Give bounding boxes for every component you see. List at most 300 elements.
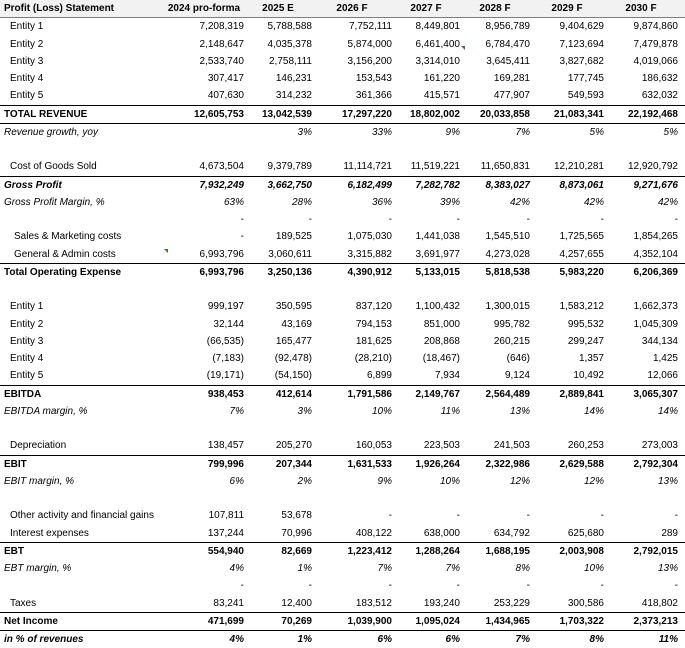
value-cell[interactable]: 634,792 <box>493 527 530 539</box>
value-cell[interactable]: 186,632 <box>641 73 678 84</box>
value-cell[interactable] <box>392 490 460 507</box>
value-cell[interactable]: - <box>674 580 678 592</box>
row-label-cell[interactable]: Total Operating Expense <box>4 266 122 278</box>
value-cell[interactable] <box>312 281 392 298</box>
value-cell[interactable]: 8,873,061 <box>559 179 604 191</box>
value-cell[interactable]: 2,149,767 <box>415 388 460 400</box>
row-label-cell[interactable]: Other activity and financial gains <box>10 510 154 522</box>
value-cell[interactable]: 241,503 <box>493 440 530 452</box>
value-cell[interactable]: 1% <box>297 634 312 645</box>
value-cell[interactable]: 10,492 <box>573 370 604 382</box>
value-cell[interactable]: 6% <box>445 634 460 645</box>
value-cell[interactable] <box>530 281 604 298</box>
value-cell[interactable]: 21,083,341 <box>553 108 604 120</box>
value-cell[interactable]: 260,253 <box>567 440 604 452</box>
value-cell[interactable]: 5,788,588 <box>267 21 312 33</box>
value-cell[interactable]: (7,183) <box>212 353 244 364</box>
value-cell[interactable]: 350,595 <box>275 301 312 313</box>
value-cell[interactable] <box>312 490 392 507</box>
value-cell[interactable] <box>244 490 312 507</box>
value-cell[interactable]: 10% <box>583 563 604 574</box>
value-cell[interactable]: (28,210) <box>354 353 392 364</box>
row-label-cell[interactable]: Net Income <box>4 615 58 627</box>
value-cell[interactable]: 2,373,213 <box>633 615 678 627</box>
value-cell[interactable]: 223,503 <box>423 440 460 452</box>
value-cell[interactable]: 10% <box>439 475 460 487</box>
value-cell[interactable] <box>392 141 460 158</box>
value-cell[interactable]: - <box>674 510 678 522</box>
row-label-cell[interactable]: Sales & Marketing costs <box>14 231 122 243</box>
value-cell[interactable]: 1,288,264 <box>415 545 460 557</box>
value-cell[interactable]: 2,792,015 <box>633 545 678 557</box>
row-label-cell[interactable]: TOTAL REVENUE <box>4 108 88 120</box>
value-cell[interactable]: 1,425 <box>652 353 678 364</box>
value-cell[interactable]: 1,854,265 <box>633 231 678 243</box>
value-cell[interactable]: 13% <box>509 405 530 417</box>
value-cell[interactable]: 6,899 <box>366 370 392 382</box>
table-row <box>0 158 685 175</box>
value-cell[interactable]: 8% <box>515 563 530 574</box>
value-cell[interactable] <box>530 490 604 507</box>
value-cell[interactable]: 9,404,629 <box>559 21 604 33</box>
value-cell[interactable]: 189,525 <box>275 231 312 243</box>
value-cell[interactable]: 22,192,468 <box>627 108 678 120</box>
value-cell[interactable]: 9% <box>445 126 460 138</box>
row-label-cell[interactable]: Interest expenses <box>10 527 89 539</box>
value-cell[interactable]: 794,153 <box>355 318 392 330</box>
row-label-cell[interactable] <box>4 420 164 437</box>
value-cell[interactable]: - <box>308 580 312 592</box>
value-cell[interactable]: 418,802 <box>641 597 678 609</box>
value-cell[interactable]: - <box>388 510 392 522</box>
value-cell[interactable]: 5% <box>589 126 604 138</box>
value-cell[interactable]: 1,791,586 <box>347 388 392 400</box>
value-cell[interactable]: 7% <box>515 634 530 645</box>
value-cell[interactable] <box>312 141 392 158</box>
value-cell[interactable]: 6,784,470 <box>485 38 530 50</box>
value-cell[interactable]: 3,156,200 <box>347 55 392 67</box>
value-cell[interactable]: 2,322,986 <box>485 458 530 470</box>
value-cell[interactable]: 13% <box>657 563 678 574</box>
row-label-cell[interactable]: Entity 1 <box>10 21 44 33</box>
value-cell[interactable]: 10% <box>371 405 392 417</box>
value-cell[interactable]: 39% <box>439 196 460 208</box>
value-cell[interactable]: 9,124 <box>504 370 530 382</box>
value-cell[interactable] <box>460 281 530 298</box>
row-label-cell[interactable]: Gross Profit Margin, % <box>4 196 105 208</box>
value-cell[interactable]: 2,792,304 <box>633 458 678 470</box>
value-cell[interactable]: 146,231 <box>275 73 312 84</box>
row-label-cell[interactable]: Depreciation <box>10 440 67 452</box>
value-cell[interactable] <box>460 141 530 158</box>
value-cell[interactable]: 5% <box>663 126 678 138</box>
value-cell[interactable]: 3,645,411 <box>486 55 530 67</box>
value-cell[interactable]: 6,993,796 <box>199 266 244 278</box>
row-label-cell[interactable]: Entity 5 <box>10 370 44 382</box>
value-cell[interactable]: 7,934 <box>434 370 460 382</box>
value-cell[interactable]: 3,314,010 <box>415 55 460 67</box>
value-cell[interactable]: 42% <box>509 196 530 208</box>
value-cell[interactable]: 7% <box>377 563 392 574</box>
value-cell[interactable]: 161,220 <box>423 73 460 84</box>
value-cell[interactable]: 18,802,002 <box>409 108 460 120</box>
value-cell[interactable]: 70,996 <box>281 527 312 539</box>
value-cell[interactable]: 3,662,750 <box>267 179 312 191</box>
row-label-cell[interactable]: Entity 5 <box>10 90 44 102</box>
value-cell[interactable]: 7,932,249 <box>199 179 244 191</box>
value-cell[interactable] <box>392 420 460 437</box>
value-cell[interactable]: 193,240 <box>423 597 460 609</box>
value-cell[interactable]: 307,417 <box>207 73 244 84</box>
value-cell[interactable]: 165,477 <box>275 335 312 347</box>
row-label-cell[interactable]: Entity 2 <box>10 318 44 330</box>
value-cell[interactable]: 3,065,307 <box>633 388 678 400</box>
value-cell[interactable]: 995,532 <box>567 318 604 330</box>
value-cell[interactable]: 6,993,796 <box>199 248 244 260</box>
value-cell[interactable]: 4% <box>229 634 244 645</box>
value-cell[interactable]: 4,352,104 <box>633 248 678 260</box>
row-label-cell[interactable]: Entity 3 <box>10 55 44 67</box>
value-cell[interactable]: 9,271,676 <box>633 179 678 191</box>
value-cell[interactable]: 177,745 <box>567 73 604 84</box>
value-cell[interactable]: (66,535) <box>206 335 244 347</box>
value-cell[interactable]: 13,042,539 <box>261 108 312 120</box>
value-cell[interactable]: 32,144 <box>213 318 244 330</box>
value-cell[interactable]: - <box>456 214 460 225</box>
value-cell[interactable]: 4,673,504 <box>199 161 244 173</box>
value-cell[interactable]: 273,003 <box>641 440 678 452</box>
value-cell[interactable] <box>604 420 678 437</box>
value-cell[interactable]: 208,868 <box>423 335 460 347</box>
value-cell[interactable]: - <box>240 214 244 225</box>
header-cell[interactable]: 2030 F <box>625 3 657 14</box>
value-cell[interactable]: 183,512 <box>355 597 392 609</box>
value-cell[interactable]: 1,434,965 <box>485 615 530 627</box>
value-cell[interactable]: - <box>526 214 530 225</box>
value-cell[interactable]: 1,583,212 <box>559 301 604 313</box>
value-cell[interactable]: 638,000 <box>423 527 460 539</box>
value-cell[interactable]: 14% <box>657 405 678 417</box>
row-label-cell[interactable]: in % of revenues <box>4 634 84 645</box>
value-cell[interactable]: 625,680 <box>567 527 604 539</box>
value-cell[interactable] <box>460 420 530 437</box>
row-label-cell[interactable] <box>4 490 164 507</box>
value-cell[interactable]: 28% <box>291 196 312 208</box>
value-cell[interactable] <box>164 124 244 141</box>
value-cell[interactable]: 632,032 <box>641 90 678 102</box>
value-cell[interactable]: 289 <box>661 527 678 539</box>
row-label-cell[interactable]: Entity 3 <box>10 335 44 347</box>
value-cell[interactable]: 7% <box>445 563 460 574</box>
value-cell[interactable]: 5,983,220 <box>559 266 604 278</box>
value-cell[interactable]: 408,122 <box>355 527 392 539</box>
value-cell[interactable]: 12% <box>583 475 604 487</box>
value-cell[interactable]: - <box>526 580 530 592</box>
value-cell[interactable]: 42% <box>583 196 604 208</box>
value-cell[interactable]: 1,545,510 <box>485 231 530 243</box>
row-label-cell[interactable]: Entity 4 <box>10 353 44 364</box>
value-cell[interactable]: 12,210,281 <box>553 161 604 173</box>
value-cell[interactable]: 549,593 <box>567 90 604 102</box>
value-cell[interactable]: 1,045,309 <box>633 318 678 330</box>
value-cell[interactable]: 1,725,565 <box>559 231 604 243</box>
value-cell[interactable]: 153,543 <box>355 73 392 84</box>
value-cell[interactable] <box>244 281 312 298</box>
value-cell[interactable]: 2,533,740 <box>199 55 244 67</box>
value-cell[interactable] <box>604 490 678 507</box>
value-cell[interactable]: (646) <box>506 353 530 364</box>
value-cell[interactable]: 107,811 <box>208 510 244 522</box>
value-cell[interactable]: 3,691,977 <box>415 248 460 260</box>
row-label-cell[interactable]: Entity 1 <box>10 301 44 313</box>
value-cell[interactable]: 3,315,882 <box>347 248 392 260</box>
row-label-cell[interactable]: EBITDA <box>4 388 42 400</box>
value-cell[interactable]: 4,257,655 <box>559 248 604 260</box>
value-cell[interactable]: 169,281 <box>493 73 530 84</box>
value-cell[interactable]: 20,033,858 <box>479 108 530 120</box>
value-cell[interactable]: 82,669 <box>281 545 312 557</box>
value-cell[interactable]: 8% <box>589 634 604 645</box>
value-cell[interactable]: 13% <box>657 475 678 487</box>
value-cell[interactable]: 6% <box>377 634 392 645</box>
row-label-cell[interactable]: Taxes <box>10 597 37 609</box>
value-cell[interactable]: 6,206,369 <box>633 266 678 278</box>
value-cell[interactable]: 7,123,694 <box>559 38 604 50</box>
row-label-cell[interactable] <box>4 577 164 594</box>
value-cell[interactable]: 160,053 <box>355 440 392 452</box>
value-cell[interactable]: 7% <box>515 126 530 138</box>
value-cell[interactable]: 407,630 <box>207 90 244 102</box>
value-cell[interactable]: - <box>388 580 392 592</box>
value-cell[interactable] <box>244 420 312 437</box>
value-cell[interactable] <box>164 420 244 437</box>
value-cell[interactable]: 999,197 <box>207 301 244 313</box>
header-cell[interactable]: 2024 pro-forma <box>167 3 241 14</box>
value-cell[interactable]: 11% <box>440 405 460 417</box>
value-cell[interactable]: 5,133,015 <box>415 266 460 278</box>
value-cell[interactable]: 260,215 <box>493 335 530 347</box>
value-cell[interactable]: 14% <box>583 405 604 417</box>
header-cell[interactable]: 2029 F <box>551 3 583 14</box>
value-cell[interactable]: 415,571 <box>423 90 460 102</box>
value-cell[interactable]: 4,035,378 <box>267 38 312 50</box>
value-cell[interactable]: 4,273,028 <box>485 248 530 260</box>
value-cell[interactable] <box>164 281 244 298</box>
value-cell[interactable]: 7,479,878 <box>633 38 678 50</box>
value-cell[interactable]: (18,467) <box>422 353 460 364</box>
value-cell[interactable]: - <box>240 580 244 592</box>
value-cell[interactable]: 12,605,753 <box>193 108 244 120</box>
value-cell[interactable]: 837,120 <box>355 301 392 313</box>
value-cell[interactable]: 43,169 <box>281 318 312 330</box>
value-cell[interactable]: 851,000 <box>423 318 460 330</box>
value-cell[interactable]: 4,019,066 <box>633 55 678 67</box>
value-cell[interactable]: 1,926,264 <box>415 458 460 470</box>
value-cell[interactable]: 12,400 <box>281 597 312 609</box>
value-cell[interactable]: 361,366 <box>355 90 392 102</box>
value-cell[interactable]: 7% <box>229 405 244 417</box>
row-label-cell[interactable]: Gross Profit <box>4 179 62 191</box>
value-cell[interactable]: - <box>600 510 604 522</box>
row-label-cell[interactable]: EBT margin, % <box>4 563 72 574</box>
value-cell[interactable]: 3,060,611 <box>268 248 312 260</box>
value-cell[interactable]: 12,920,792 <box>627 161 678 173</box>
value-cell[interactable]: 1,075,030 <box>347 231 392 243</box>
value-cell[interactable]: 2,148,647 <box>199 38 244 50</box>
value-cell[interactable]: 1,223,412 <box>347 545 392 557</box>
value-cell[interactable]: 42% <box>657 196 678 208</box>
value-cell[interactable]: 9,379,789 <box>267 161 312 173</box>
value-cell[interactable]: 137,244 <box>207 527 244 539</box>
value-cell[interactable]: (54,150) <box>274 370 312 382</box>
value-cell[interactable]: 253,229 <box>493 597 530 609</box>
value-cell[interactable]: 471,699 <box>207 615 244 627</box>
value-cell[interactable]: 3,250,136 <box>267 266 312 278</box>
value-cell[interactable]: - <box>674 214 678 225</box>
value-cell[interactable]: - <box>240 231 244 243</box>
value-cell[interactable]: 554,940 <box>207 545 244 557</box>
value-cell[interactable]: (92,478) <box>274 353 312 364</box>
value-cell[interactable]: 9% <box>377 475 392 487</box>
value-cell[interactable]: 2,564,489 <box>485 388 530 400</box>
value-cell[interactable]: 1,441,038 <box>415 231 460 243</box>
value-cell[interactable]: 11,114,721 <box>343 161 392 173</box>
value-cell[interactable]: 2,889,841 <box>559 388 604 400</box>
table-row <box>0 350 685 367</box>
header-cell[interactable]: Profit (Loss) Statement <box>4 3 115 14</box>
value-cell[interactable]: 12,066 <box>647 370 678 382</box>
table-row <box>0 105 685 124</box>
value-cell[interactable] <box>164 490 244 507</box>
value-cell[interactable]: 7,282,782 <box>415 179 460 191</box>
value-cell[interactable]: - <box>456 580 460 592</box>
value-cell[interactable]: 12% <box>509 475 530 487</box>
row-label-cell[interactable]: General & Admin costs <box>14 248 116 260</box>
value-cell[interactable]: 11,650,831 <box>480 161 530 173</box>
value-cell[interactable]: 6,461,400 <box>415 38 460 50</box>
value-cell[interactable]: - <box>308 214 312 225</box>
value-cell[interactable] <box>530 420 604 437</box>
value-cell[interactable]: 7,752,111 <box>348 21 392 33</box>
value-cell[interactable]: 1,662,373 <box>633 301 678 313</box>
value-cell[interactable]: 7,208,319 <box>199 21 244 33</box>
value-cell[interactable] <box>460 490 530 507</box>
value-cell[interactable]: 70,269 <box>281 615 312 627</box>
value-cell[interactable]: 5,818,538 <box>485 266 530 278</box>
value-cell[interactable]: 1% <box>297 563 312 574</box>
row-label-cell[interactable]: EBT <box>4 545 24 557</box>
value-cell[interactable]: 9,874,860 <box>633 21 678 33</box>
value-cell[interactable]: 412,614 <box>275 388 312 400</box>
value-cell[interactable] <box>312 420 392 437</box>
row-label-cell[interactable] <box>4 281 164 298</box>
value-cell[interactable]: 17,297,220 <box>341 108 392 120</box>
value-cell[interactable]: 205,270 <box>275 440 312 452</box>
value-cell[interactable] <box>244 141 312 158</box>
value-cell[interactable]: 1,100,432 <box>415 301 460 313</box>
row-label-cell[interactable]: Revenue growth, yoy <box>4 126 98 138</box>
value-cell[interactable]: 53,678 <box>281 510 312 522</box>
value-cell[interactable] <box>604 281 678 298</box>
value-cell[interactable]: 63% <box>223 196 244 208</box>
header-cell[interactable]: 2026 F <box>336 3 368 14</box>
value-cell[interactable]: 207,344 <box>275 458 312 470</box>
row-label-cell[interactable]: Cost of Goods Sold <box>10 161 97 173</box>
value-cell[interactable]: 11% <box>658 634 678 645</box>
row-label-cell[interactable]: EBIT <box>4 458 27 470</box>
value-cell[interactable]: 995,782 <box>493 318 530 330</box>
value-cell[interactable]: 33% <box>371 126 392 138</box>
value-cell[interactable]: - <box>526 510 530 522</box>
value-cell[interactable]: 1,357 <box>578 353 604 364</box>
value-cell[interactable]: 181,625 <box>355 335 392 347</box>
value-cell[interactable]: 1,631,533 <box>347 458 392 470</box>
value-cell[interactable]: 2,758,111 <box>268 55 312 67</box>
value-cell[interactable]: 938,453 <box>207 388 244 400</box>
header-cell[interactable]: 2027 F <box>410 3 442 14</box>
value-cell[interactable]: 5,874,000 <box>347 38 392 50</box>
value-cell[interactable] <box>604 141 678 158</box>
row-label-cell[interactable]: EBIT margin, % <box>4 475 75 487</box>
value-cell[interactable] <box>392 281 460 298</box>
value-cell[interactable]: 8,956,789 <box>485 21 530 33</box>
value-cell[interactable]: 299,247 <box>567 335 604 347</box>
value-cell[interactable]: 2% <box>297 475 312 487</box>
value-cell[interactable]: 1,688,195 <box>485 545 530 557</box>
row-label-cell[interactable]: EBITDA margin, % <box>4 405 88 417</box>
value-cell[interactable]: 2,003,908 <box>559 545 604 557</box>
row-label-cell[interactable] <box>4 141 164 158</box>
value-cell[interactable]: 477,907 <box>493 90 530 102</box>
table-row <box>0 70 685 87</box>
value-cell[interactable]: 138,457 <box>207 440 244 452</box>
row-label-cell[interactable]: Entity 2 <box>10 38 44 50</box>
value-cell[interactable]: 1,095,024 <box>415 615 460 627</box>
value-cell[interactable]: 11,519,221 <box>410 161 460 173</box>
value-cell[interactable]: - <box>600 580 604 592</box>
value-cell[interactable]: - <box>388 214 392 225</box>
value-cell[interactable]: 3,827,682 <box>559 55 604 67</box>
header-cell[interactable]: 2025 E <box>262 3 294 14</box>
value-cell[interactable]: - <box>456 510 460 522</box>
value-cell[interactable]: 4,390,912 <box>347 266 392 278</box>
header-cell[interactable]: 2028 F <box>479 3 511 14</box>
value-cell[interactable]: 2,629,588 <box>559 458 604 470</box>
value-cell[interactable]: 6% <box>229 475 244 487</box>
value-cell[interactable]: 799,996 <box>207 458 244 470</box>
value-cell[interactable]: - <box>600 214 604 225</box>
value-cell[interactable]: 1,039,900 <box>347 615 392 627</box>
value-cell[interactable]: 3% <box>297 405 312 417</box>
value-cell[interactable]: 314,232 <box>275 90 312 102</box>
value-cell[interactable]: 6,182,499 <box>347 179 392 191</box>
value-cell[interactable]: 344,134 <box>641 335 678 347</box>
value-cell[interactable]: 83,241 <box>213 597 244 609</box>
row-label-cell[interactable] <box>4 211 164 228</box>
value-cell[interactable]: 300,586 <box>567 597 604 609</box>
value-cell[interactable]: 1,300,015 <box>485 301 530 313</box>
value-cell[interactable]: 3% <box>297 126 312 138</box>
value-cell[interactable]: 36% <box>371 196 392 208</box>
value-cell[interactable] <box>530 141 604 158</box>
value-cell[interactable] <box>164 141 244 158</box>
value-cell[interactable]: 4% <box>229 563 244 574</box>
value-cell[interactable]: 8,383,027 <box>485 179 530 191</box>
value-cell[interactable]: (19,171) <box>206 370 244 382</box>
row-label-cell[interactable]: Entity 4 <box>10 73 44 84</box>
value-cell[interactable]: 8,449,801 <box>415 21 460 33</box>
value-cell[interactable]: 1,703,322 <box>559 615 604 627</box>
